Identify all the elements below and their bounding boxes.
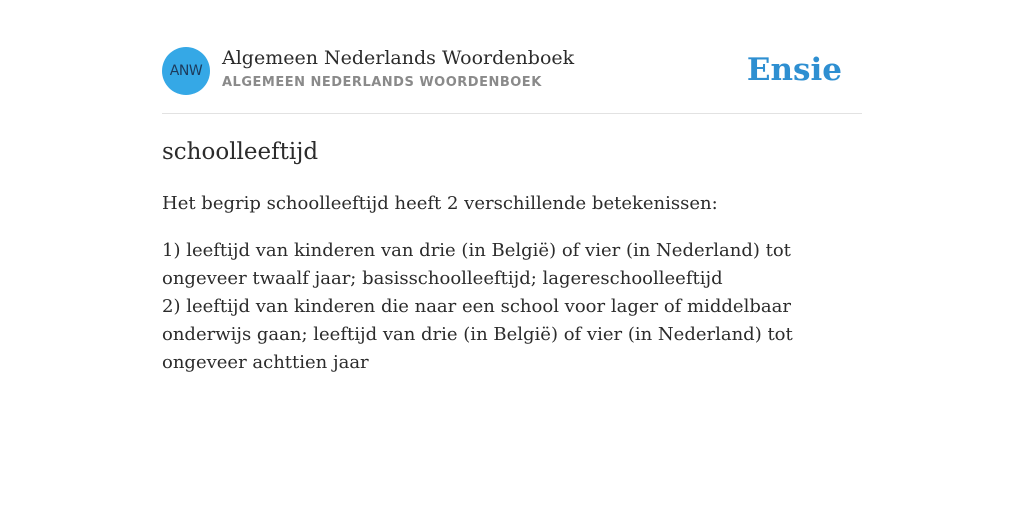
anw-logo[interactable] bbox=[162, 47, 210, 95]
anw-logo-text: ANW bbox=[169, 63, 203, 79]
meaning-item: 1) leeftijd van kinderen van drie (in België) of vier (in Nederland) tot ongeveer twaalf jaar; basisschoolleeftijd; lagereschoolleeftijd bbox=[162, 240, 791, 289]
meanings-list bbox=[162, 237, 862, 377]
ensie-brand-link[interactable]: Ensie bbox=[746, 52, 842, 88]
entry-content bbox=[162, 136, 862, 377]
entry-word: schoolleeftijd bbox=[162, 139, 319, 165]
source-header bbox=[162, 47, 862, 113]
header-divider bbox=[162, 113, 862, 114]
source-title[interactable]: Algemeen Nederlands Woordenboek bbox=[222, 47, 575, 69]
meaning-item: 2) leeftijd van kinderen die naar een school voor lager of middelbaar onderwijs gaan; leeftijd van drie (in België) of vier (in Nederland) tot ongeveer achttien jaar bbox=[162, 296, 793, 373]
source-subtitle: ALGEMEEN NEDERLANDS WOORDENBOEK bbox=[222, 75, 542, 90]
entry-intro: Het begrip schoolleeftijd heeft 2 verschillende betekenissen: bbox=[162, 193, 718, 214]
